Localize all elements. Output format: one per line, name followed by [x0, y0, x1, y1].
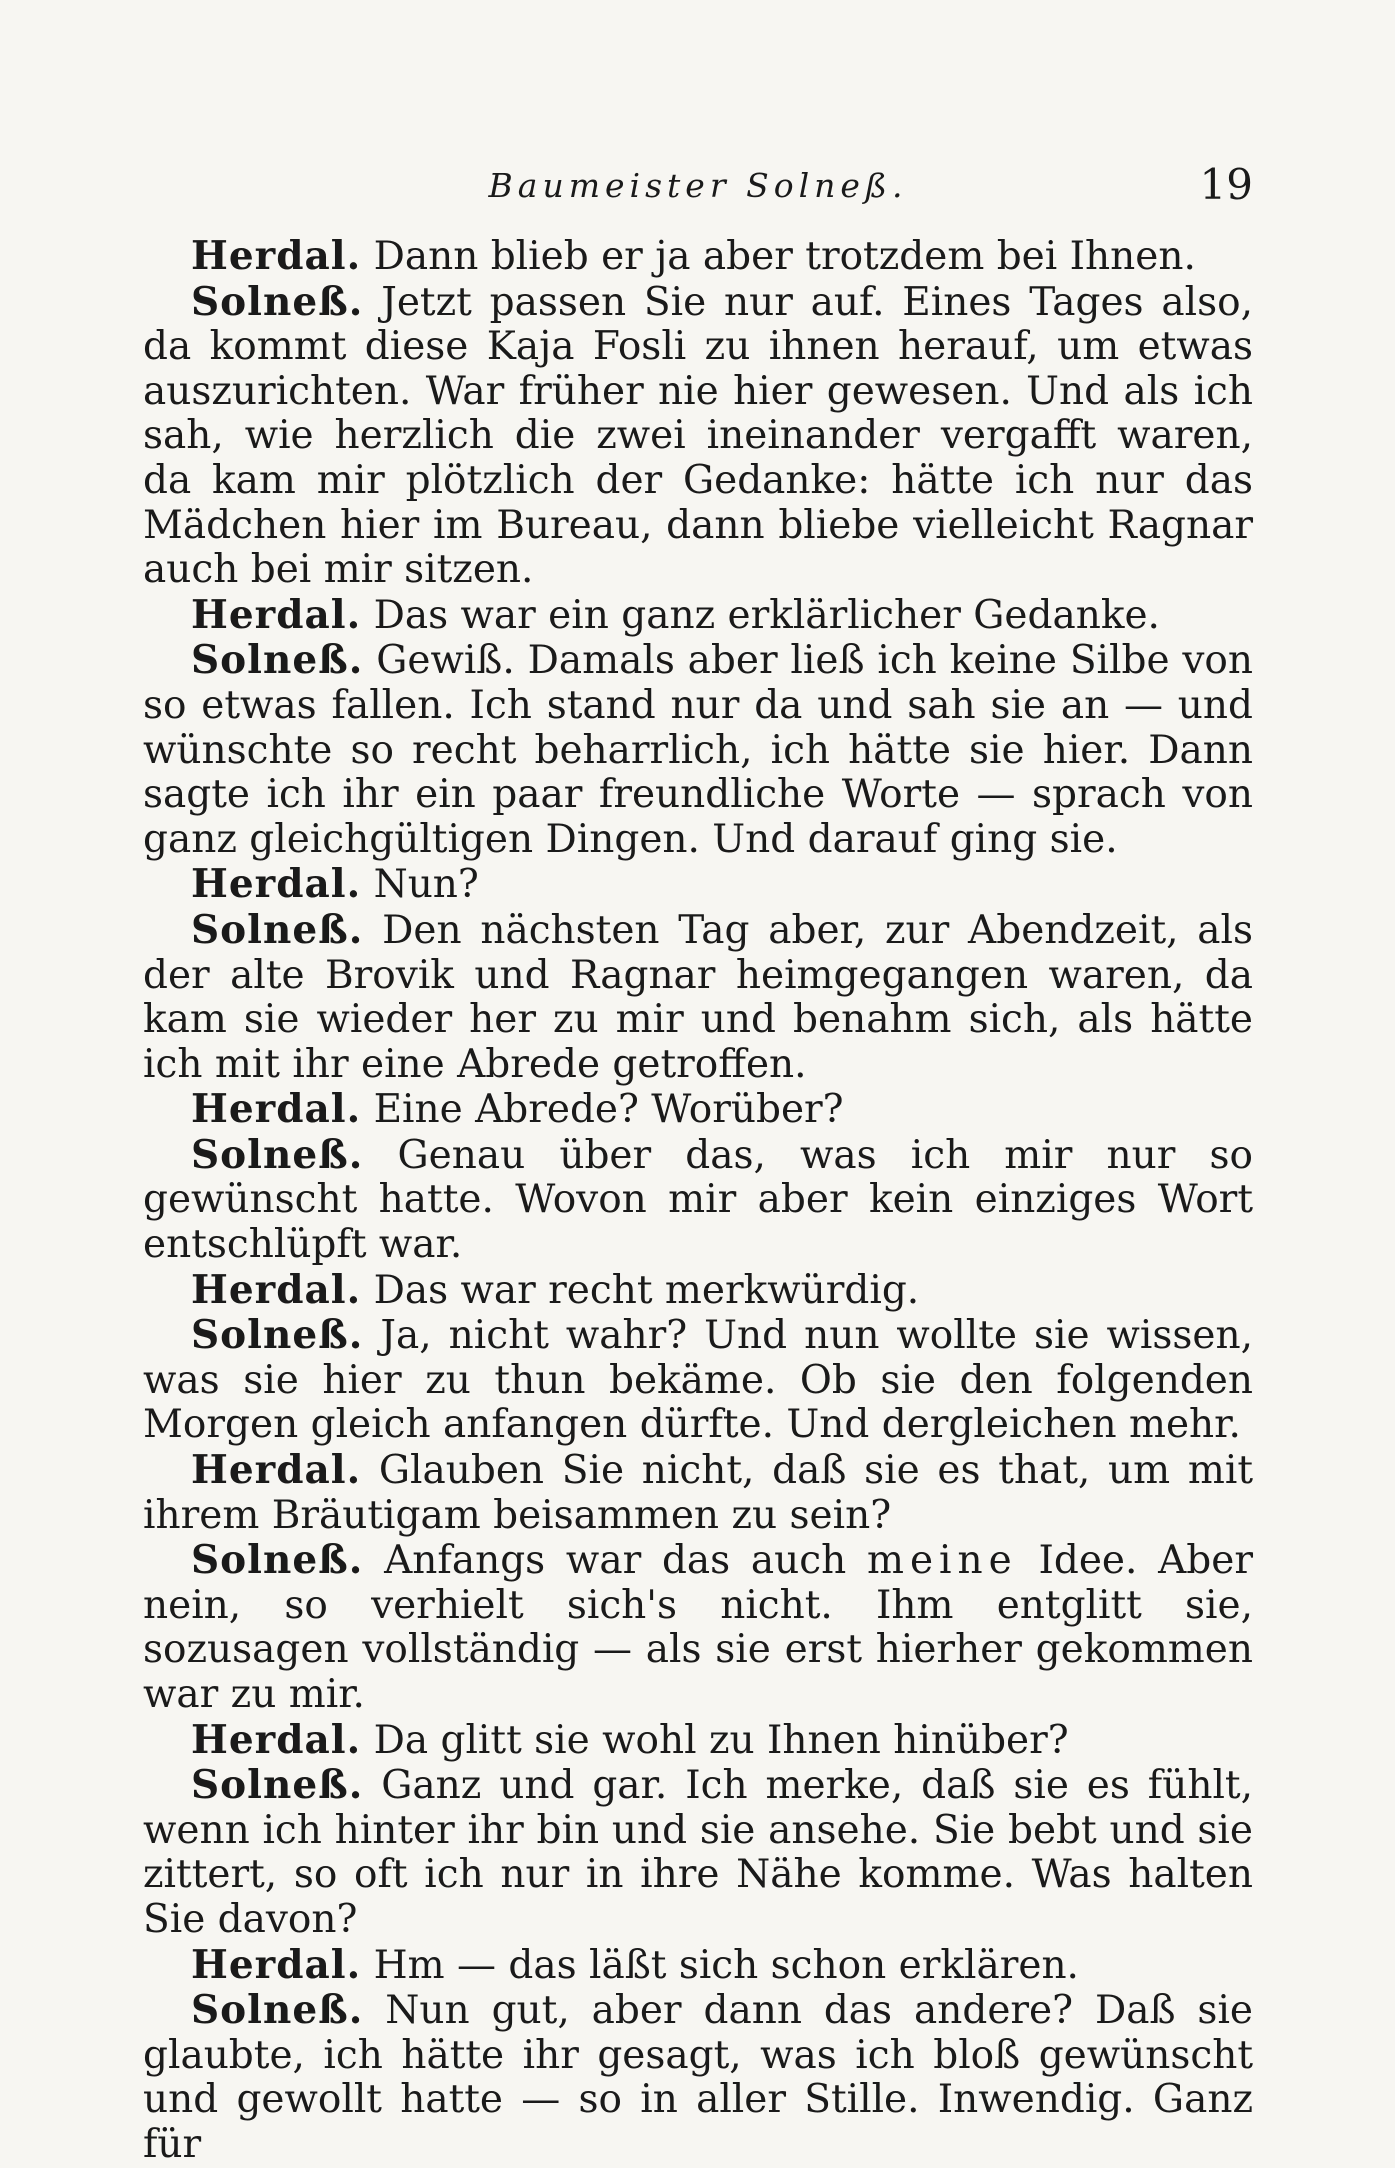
emphasized-word: meine: [867, 1538, 1018, 1584]
dialogue-line: [143, 1763, 1253, 1942]
speaker-name: Solneß.: [191, 1537, 364, 1584]
line-text: Genau über das, was ich mir nur so gewünscht hatte. Wovon mir aber kein einziges Wort entschlüpft war.: [143, 1132, 1253, 1268]
speaker-name: Solneß.: [191, 906, 364, 953]
dialogue-line: [143, 1087, 1253, 1133]
speaker-name: Herdal.: [191, 1716, 362, 1763]
dialogue-line: [143, 1718, 1253, 1764]
line-text: Ganz und gar. Ich merke, daß sie es fühlt, wenn ich hinter ihr bin und sie ansehe. Sie bebt und sie zittert, so oft ich nur in ihre Nähe komme. Was halten Sie davon?: [143, 1763, 1253, 1942]
speaker-name: Solneß.: [191, 1987, 364, 2034]
speaker-name: Solneß.: [191, 278, 364, 325]
running-title: Baumeister Solneß.: [488, 166, 908, 205]
speaker-name: Solneß.: [191, 1131, 364, 1178]
line-text: Ja, nicht wahr? Und nun wollte sie wissen, was sie hier zu thun bekäme. Ob sie den folgenden Morgen gleich anfangen dürfte. Und dergleichen mehr.: [143, 1313, 1254, 1448]
line-text: Glauben Sie nicht, daß sie es that, um mit ihrem Bräutigam beisammen zu sein?: [143, 1448, 1253, 1538]
speaker-name: Herdal.: [191, 1086, 362, 1133]
dialogue-line: [143, 1448, 1253, 1538]
speaker-name: Solneß.: [191, 1762, 364, 1809]
page-header: [143, 160, 1253, 220]
line-text: Das war recht merkwürdig.: [373, 1267, 920, 1313]
dialogue-line: [143, 1268, 1253, 1314]
dialogue-line: [143, 1313, 1253, 1448]
dialogue-body: [143, 234, 1253, 2168]
book-page: [143, 160, 1253, 2168]
speaker-name: Herdal.: [191, 1266, 362, 1313]
speaker-name: Herdal.: [191, 591, 362, 638]
speaker-name: Herdal.: [191, 1941, 362, 1988]
speaker-name: Herdal.: [191, 233, 362, 279]
line-text: Nun gut, aber dann das andere? Daß sie glaubte, ich hätte ihr gesagt, was ich bloß gewünscht und gewollt hatte — so in aller Stille. Inwendig. Ganz für: [143, 1988, 1253, 2167]
speaker-name: Herdal.: [191, 1447, 362, 1494]
line-text: Anfangs war das auch: [384, 1538, 867, 1584]
line-text: Idee. Aber nein, so verhielt sich's nicht. Ihm entglitt sie, sozusagen vollständig — als sie erst hierher gekommen war zu mir.: [143, 1538, 1253, 1717]
speaker-name: Solneß.: [191, 1312, 364, 1359]
dialogue-line: [143, 862, 1253, 908]
dialogue-line: [143, 1988, 1253, 2167]
page-number: 19: [1199, 160, 1253, 209]
dialogue-line: [143, 234, 1253, 280]
line-text: Dann blieb er ja aber trotzdem bei Ihnen.: [373, 234, 1196, 279]
line-text: Den nächsten Tag aber, zur Abendzeit, als der alte Brovik und Ragnar heimgegangen waren, da kam sie wieder her zu mir und benahm sich, als hätte ich mit ihr eine Abrede getroffen.: [143, 907, 1253, 1087]
dialogue-line: [143, 638, 1253, 862]
line-text: Eine Abrede? Worüber?: [373, 1087, 844, 1133]
speaker-name: Herdal.: [191, 861, 362, 908]
dialogue-line: [143, 1133, 1253, 1268]
line-text: Hm — das läßt sich schon erklären.: [373, 1942, 1079, 1988]
line-text: Gewiß. Damals aber ließ ich keine Silbe von so etwas fallen. Ich stand nur da und sah sie an — und wünschte so recht beharrlich, ich hätte sie hier. Dann sagte ich ihr ein paar freundliche Worte — sprach von ganz gleichgültigen Dingen. Und darauf ging sie.: [143, 638, 1253, 862]
line-text: Jetzt passen Sie nur auf. Eines Tages also, da kommt diese Kaja Fosli zu ihnen herauf, um etwas auszurichten. War früher nie hier gewesen. Und als ich sah, wie herzlich die zwei ineinander vergafft waren, da kam mir plötzlich der Gedanke: hätte ich nur das Mädchen hier im Bureau, dann bliebe vielleicht Ragnar auch bei mir sitzen.: [143, 279, 1253, 593]
dialogue-line: [143, 280, 1253, 593]
dialogue-line: [143, 908, 1253, 1087]
speaker-name: Solneß.: [191, 637, 364, 684]
dialogue-line: [143, 1538, 1253, 1717]
line-text: Da glitt sie wohl zu Ihnen hinüber?: [373, 1717, 1069, 1763]
line-text: Das war ein ganz erklärlicher Gedanke.: [373, 592, 1160, 638]
dialogue-line: [143, 1943, 1253, 1989]
dialogue-line: [143, 593, 1253, 639]
line-text: Nun?: [373, 862, 479, 908]
